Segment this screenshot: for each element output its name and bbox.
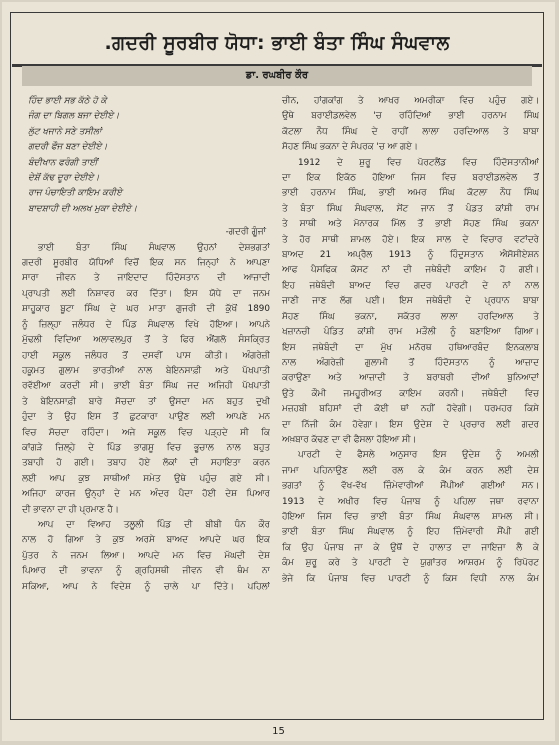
page-number: 15 bbox=[272, 726, 285, 737]
poem-line: ਬੰਦੀਖਾਨ ਫਰੰਗੀ ਤਾਈਂ bbox=[28, 157, 98, 168]
text-line: ਚੀਨ, ਹਾਂਗਕਾਂਗ ਤੇ ਆਖਰ ਅਮਰੀਕਾ ਵਿਚ ਪਹੁੰਚ ਗਏ। bbox=[282, 96, 539, 106]
text-line: 1913 ਦੇ ਅਖੀਰ ਵਿਚ ਪੰਜਾਬ ਨੂੰ ਪਹਿਲਾ ਜਥਾ ਰਵਾਨਾ bbox=[282, 496, 539, 507]
text-line: ਭਾਈ ਬੰਤਾ ਸਿੰਘ ਸੰਘਵਾਲ ਉਹਨਾਂ ਦੇਸ਼ਭਗਤਾਂ bbox=[38, 242, 270, 253]
paragraph bbox=[22, 518, 270, 595]
text-line: ਕਿ ਉਹ ਪੰਜਾਬ ਜਾ ਕੇ ਉਥੋਂ ਦੇ ਹਾਲਾਤ ਦਾ ਜਾਇਜ਼ਾ ਲੈ ਕੇ bbox=[282, 542, 539, 553]
text-line: ਭੇਜੇ ਕਿ ਪੰਜਾਬ ਵਿਚ ਪਾਰਟੀ ਨੂੰ ਕਿਸ ਵਿਧੀ ਨਾਲ ਕੰਮ bbox=[282, 573, 539, 584]
text-line: ਲਈ ਆਪ ਕੁਝ ਸਾਥੀਆਂ ਸਮੇਤ ਉਥੇ ਪਹੁੰਚ ਗਏ ਸੀ। bbox=[22, 473, 270, 484]
text-line: ਸ਼ਾਹੂਕਾਰ ਬੂਟਾ ਸਿੰਘ ਦੇ ਘਰ ਮਾਤਾ ਗੁਜਰੀ ਦੀ ਕੁੱਖੋਂ 1890 bbox=[22, 304, 270, 315]
text-line: 1912 ਦੇ ਸ਼ੁਰੂ ਵਿਚ ਪੋਰਟਲੈਂਡ ਵਿਚ ਹਿੰਦੋਸਤਾਨੀਆਂ bbox=[298, 157, 539, 168]
text-line: ਦੀ ਭਾਵਨਾ ਦਾ ਹੀ ਪ੍ਰਮਾਣ ਹੈ। bbox=[22, 504, 119, 515]
text-line: ਇਹ ਜਥੇਬੰਦੀ ਬਾਅਦ ਵਿਚ ਗਦਰ ਪਾਰਟੀ ਦੇ ਨਾਂ ਨਾਲ bbox=[282, 280, 539, 291]
text-line: ਭਗਤਾਂ ਨੂੰ ਵੱਖ-ਵੱਖ ਜ਼ਿੰਮੇਵਾਰੀਆਂ ਸੌਂਪੀਆਂ ਗਈਆਂ ਸਨ। bbox=[282, 481, 539, 492]
text-line: ਕਰਾਉਣਾ ਅਤੇ ਆਜ਼ਾਦੀ ਤੇ ਬਰਾਬਰੀ ਦੀਆਂ ਬੁਨਿਆਦਾਂ bbox=[282, 373, 539, 384]
paragraph bbox=[282, 448, 539, 587]
text-line: ਜਾਮਾ ਪਹਿਨਾਉਣ ਲਈ ਰਲ ਕੇ ਕੰਮ ਕਰਨ ਲਈ ਦੇਸ਼ bbox=[282, 465, 539, 476]
text-line: ਹਾਈ ਸਕੂਲ ਜਲੰਧਰ ਤੋਂ ਦਸਵੀਂ ਪਾਸ ਕੀਤੀ। ਅੰਗਰੇਜ਼ੀ bbox=[22, 350, 270, 361]
text-line: ਅਜਿਹਾ ਕਾਰਜ ਉਨ੍ਹਾਂ ਦੇ ਮਨ ਅੰਦਰ ਪੈਦਾ ਹੋਈ ਦੇਸ਼ ਪਿਆਰ bbox=[22, 489, 270, 500]
text-line: ਦਾ ਇਕ ਇਕੱਠ ਹੋਇਆ ਜਿਸ ਵਿਚ ਬਰਾਈਡਲਵੇਲ ਤੋਂ bbox=[282, 173, 539, 184]
text-line: ਤੇ ਬੇਇਨਸਾਫ਼ੀ ਬਾਰੇ ਸੋਚਦਾ ਤਾਂ ਉਸਦਾ ਮਨ ਬਹੁਤ ਦੁਖੀ bbox=[22, 396, 270, 407]
poem-line: ਜੰਗ ਦਾ ਬਿਗਲ ਬਜਾ ਦੇਈਏ। bbox=[28, 111, 120, 122]
text-line: ਉਥੇ ਬਰਾਈਡਲਵੇਲ 'ਚ ਰਹਿੰਦਿਆਂ ਭਾਈ ਹਰਨਾਮ ਸਿੰਘ bbox=[282, 111, 539, 122]
text-line: ਕਾਂਗੜੇ ਜ਼ਿਲ੍ਹੇ ਦੇ ਪਿੰਡ ਭਾਗਸੂ ਵਿਚ ਭੂਚਾਲ ਨਾਲ ਬਹੁਤ bbox=[22, 442, 270, 453]
text-line: ਨਾਲ ਅੰਗਰੇਜ਼ੀ ਗੁਲਾਮੀ ਤੋਂ ਹਿੰਦੋਸਤਾਨ ਨੂੰ ਆਜ਼ਾਦ bbox=[282, 357, 539, 368]
poem-line: ਦੇਸ਼ੋਂ ਕੱਢ ਦੂਰਾ ਦੇਈਏ। bbox=[28, 173, 100, 184]
text-line: ਭਾਈ ਹਰਨਾਮ ਸਿੰਘ, ਭਾਈ ਅਮਰ ਸਿੰਘ ਕੋਟਲਾ ਨੌਧ ਸਿੰਘ bbox=[282, 188, 539, 199]
text-line: ਦਾ ਨਿੱਜੀ ਕੰਮ ਹੋਵੇਗਾ। ਇਸ ਉਦੇਸ਼ ਦੇ ਪ੍ਰਚਾਰ ਲਈ ਗਦਰ bbox=[282, 419, 539, 430]
text-line: ਇਸ ਜਥੇਬੰਦੀ ਦਾ ਮੁੱਖ ਮਨੋਰਥ ਹਥਿਆਰਬੰਦ ਇਨਕਲਾਬ bbox=[282, 342, 539, 353]
text-line: ਖਜ਼ਾਨਚੀ ਪੰਡਿਤ ਕਾਂਸ਼ੀ ਰਾਮ ਮੜੌਲੀ ਨੂੰ ਬਣਾਇਆ ਗਿਆ। bbox=[282, 327, 539, 338]
text-line: ਆਪ ਦਾ ਵਿਆਹ ਤਲੂਲੀ ਪਿੰਡ ਦੀ ਬੀਬੀ ਧੰਨ ਕੌਰ bbox=[38, 519, 270, 530]
author-byline: ਡਾ. ਰਘਬੀਰ ਕੌਰ bbox=[22, 66, 532, 86]
text-line: ਸੋਹਣ ਸਿੰਘ ਭਕਨਾ, ਸਕੱਤਰ ਲਾਲਾ ਹਰਦਿਆਲ ਤੇ bbox=[282, 311, 539, 322]
text-line: ਗਦਰੀ ਸੂਰਬੀਰ ਯੋਧਿਆਂ ਵਿਚੋਂ ਇਕ ਸਨ ਜਿਨ੍ਹਾਂ ਨੇ ਆਪਣਾ bbox=[22, 258, 270, 269]
text-line: ਉਤੇ ਕੌਮੀ ਜਮਹੂਰੀਅਤ ਕਾਇਮ ਕਰਨੀ। ਜਥੇਬੰਦੀ ਵਿਚ bbox=[282, 388, 539, 399]
left-column bbox=[22, 94, 270, 595]
poem-line: ਗਦਰੀ ਫੌਜ ਬਣਾ ਦੇਈਏ। bbox=[28, 142, 108, 153]
poem-verse bbox=[22, 94, 270, 217]
magazine-page bbox=[2, 2, 555, 741]
text-line: ਜਾਣੀ ਜਾਣ ਲੱਗ ਪਈ। ਇਸ ਜਥੇਬੰਦੀ ਦੇ ਪ੍ਰਧਾਨ ਬਾਬਾ bbox=[282, 296, 539, 307]
text-line: ਵਿਚ ਸੋਚਦਾ ਰਹਿੰਦਾ। ਅਜੇ ਸਕੂਲ ਵਿਚ ਪੜ੍ਹਦੇ ਸੀ ਕਿ bbox=[22, 427, 270, 438]
text-line: ਰਵੱਈਆ ਕਰਦੀ ਸੀ। ਭਾਈ ਬੰਤਾ ਸਿੰਘ ਜਦ ਅਜਿਹੀ ਪੱਖਪਾਤੀ bbox=[22, 381, 270, 392]
text-line: ਸੋਹਣ ਸਿੰਘ ਭਕਨਾ ਦੇ ਸੰਪਰਕ 'ਚ ਆ ਗਏ। bbox=[282, 142, 418, 153]
text-line: ਕੋਟਲਾ ਨੌਧ ਸਿੰਘ ਦੇ ਰਾਹੀਂ ਲਾਲਾ ਹਰਦਿਆਲ ਤੇ ਬਾਬਾ bbox=[282, 126, 539, 137]
text-line: ਪ੍ਰਾਪਤੀ ਲਈ ਨਿਸ਼ਾਵਰ ਕਰ ਦਿੱਤਾ। ਇਸ ਯੋਧੇ ਦਾ ਜਨਮ bbox=[22, 288, 270, 299]
text-line: ਭਾਈ ਬੰਤਾ ਸਿੰਘ ਸੰਘਵਾਲ ਨੂੰ ਇਹ ਜ਼ਿੰਮੇਵਾਰੀ ਸੌਂਪੀ ਗਈ bbox=[282, 527, 539, 538]
text-line: ਤੇ ਸਾਥੀ ਅਤੇ ਮੋਨਾਰਕ ਮਿੱਲ ਤੋਂ ਭਾਈ ਸੋਹਣ ਸਿੰਘ ਭਕਨਾ bbox=[282, 219, 539, 230]
poem-line: ਹਿੰਦ ਭਾਈ ਸਭ ਕੱਠੇ ਹੋ ਕੇ bbox=[28, 96, 107, 106]
text-line: ਤੇ ਬੰਤਾ ਸਿੰਘ ਸੰਘਵਾਲ, ਸੇਂਟ ਜਾਨ ਤੋਂ ਪੰਡਤ ਕਾਂਸ਼ੀ ਰਾਮ bbox=[282, 203, 539, 214]
text-line: ਤੇ ਹੋਰ ਸਾਥੀ ਸ਼ਾਮਲ ਹੋਏ। ਇਕ ਸਾਲ ਦੇ ਵਿਚਾਰ ਵਟਾਂਦਰੇ bbox=[282, 234, 539, 245]
poem-line: ਰਾਜ ਪੰਚਾਇਤੀ ਕਾਇਮ ਕਰੀਏ bbox=[28, 188, 123, 199]
text-line: ਆਫ ਪੈਸਫਿਕ ਕੋਸਟ ਨਾਂ ਦੀ ਜਥੇਬੰਦੀ ਕਾਇਮ ਹੋ ਗਈ। bbox=[282, 265, 539, 276]
text-line: ਮੁੱਢਲੀ ਵਿਦਿਆ ਅਲਾਵਲਪੁਰ ਤੋਂ ਤੇ ਫਿਰ ਐਂਗਲੋ ਸੰਸਕ੍ਰਿਤ bbox=[22, 335, 270, 346]
text-line: ਸਾਰਾ ਜੀਵਨ ਤੇ ਜਾਇਦਾਦ ਹਿੰਦੋਸਤਾਨ ਦੀ ਆਜ਼ਾਦੀ bbox=[22, 273, 270, 284]
paragraph bbox=[22, 241, 270, 518]
poem-line: ਲੁੱਟ ਖਜਾਨੇ ਸਣੇ ਤਸੀਲਾਂ bbox=[28, 126, 102, 137]
right-column bbox=[282, 94, 539, 587]
text-line: ਕੰਮ ਸ਼ੁਰੂ ਕਰੇ ਤੇ ਪਾਰਟੀ ਦੇ ਯੁਗਾਂਤਰ ਆਸ਼ਰਮ ਨੂੰ ਰਿਪੋਰਟ bbox=[282, 558, 539, 569]
paragraph bbox=[282, 94, 539, 156]
text-line: ਮਜ਼ਹਬੀ ਬਹਿਸਾਂ ਦੀ ਕੋਈ ਥਾਂ ਨਹੀਂ ਹੋਵੇਗੀ। ਧਰਮਹਰ ਕਿਸੇ bbox=[282, 404, 539, 415]
paragraph bbox=[282, 156, 539, 449]
text-line: ਬਾਅਦ 21 ਅਪ੍ਰੈਲ 1913 ਨੂੰ ਹਿੰਦੁਸਤਾਨ ਐਸੋਸੀਏਸ਼ਨ bbox=[282, 250, 539, 261]
text-line: ਨੂੰ ਜ਼ਿਲ੍ਹਾ ਜਲੰਧਰ ਦੇ ਪਿੰਡ ਸੰਘਵਾਲ ਵਿਖੇ ਹੋਇਆ। ਆਪਨੇ bbox=[22, 319, 270, 330]
text-line: ਪਿਆਰ ਦੀ ਭਾਵਨਾ ਨੂੰ ਗ੍ਰਹਿਸਥੀ ਜੀਵਨ ਵੀ ਥੰਮ ਨਾ bbox=[22, 566, 270, 577]
text-line: ਸਕਿਆ, ਆਪ ਨੇ ਵਿਦੇਸ਼ ਨੂੰ ਚਾਲੇ ਪਾ ਦਿੱਤੇ। ਪਹਿਲਾਂ bbox=[22, 581, 270, 592]
article-title: .ਗਦਰੀ ਸੂਰਬੀਰ ਯੋਧਾ: ਭਾਈ ਬੰਤਾ ਸਿੰਘ ਸੰਘਵਾਲ bbox=[104, 32, 450, 54]
text-line: ਪੁੱਤਰ ਨੇ ਜਨਮ ਲਿਆ। ਆਪਦੇ ਮਨ ਵਿਚ ਮੱਘਦੀ ਦੇਸ਼ bbox=[22, 550, 270, 561]
text-line: ਪਾਰਟੀ ਦੇ ਫੈਸਲੇ ਅਨੁਸਾਰ ਇਸ ਉਦੇਸ਼ ਨੂੰ ਅਮਲੀ bbox=[298, 450, 539, 461]
poem-attribution: -ਗਦਰੀ ਗੂੰਜਾਂ bbox=[225, 227, 266, 238]
text-line: ਹਕੂਮਤ ਗੁਲਾਮ ਭਾਰਤੀਆਂ ਨਾਲ ਬੇਇਨਸਾਫ਼ੀ ਅਤੇ ਪੱਖਪਾਤੀ bbox=[22, 365, 270, 376]
text-line: ਤਬਾਹੀ ਹੋ ਗਈ। ਤਬਾਹ ਹੋਏ ਲੋਕਾਂ ਦੀ ਸਹਾਇਤਾ ਕਰਨ bbox=[22, 458, 270, 469]
poem-line: ਬਾਦਸ਼ਾਹੀ ਦੀ ਅਲਖ ਮੁਕਾ ਦੇਈਏ। bbox=[28, 203, 138, 214]
text-line: ਅਖ਼ਬਾਰ ਕੱਢਣ ਦਾ ਵੀ ਫੈਸਲਾ ਹੋਇਆ ਸੀ। bbox=[282, 434, 417, 445]
text-line: ਹੁੰਦਾ ਤੇ ਉਹ ਇਸ ਤੋਂ ਛੁਟਕਾਰਾ ਪਾਉਣ ਲਈ ਆਪਣੇ ਮਨ bbox=[22, 412, 270, 423]
text-line: ਨਾਲ ਹੋ ਗਿਆ ਤੇ ਕੁਝ ਅਰਸੇ ਬਾਅਦ ਆਪਦੇ ਘਰ ਇਕ bbox=[22, 535, 270, 546]
text-line: ਹੋਇਆ ਜਿਸ ਵਿਚ ਭਾਈ ਬੰਤਾ ਸਿੰਘ ਸੰਘਵਾਲ ਸ਼ਾਮਲ ਸੀ। bbox=[282, 511, 539, 522]
